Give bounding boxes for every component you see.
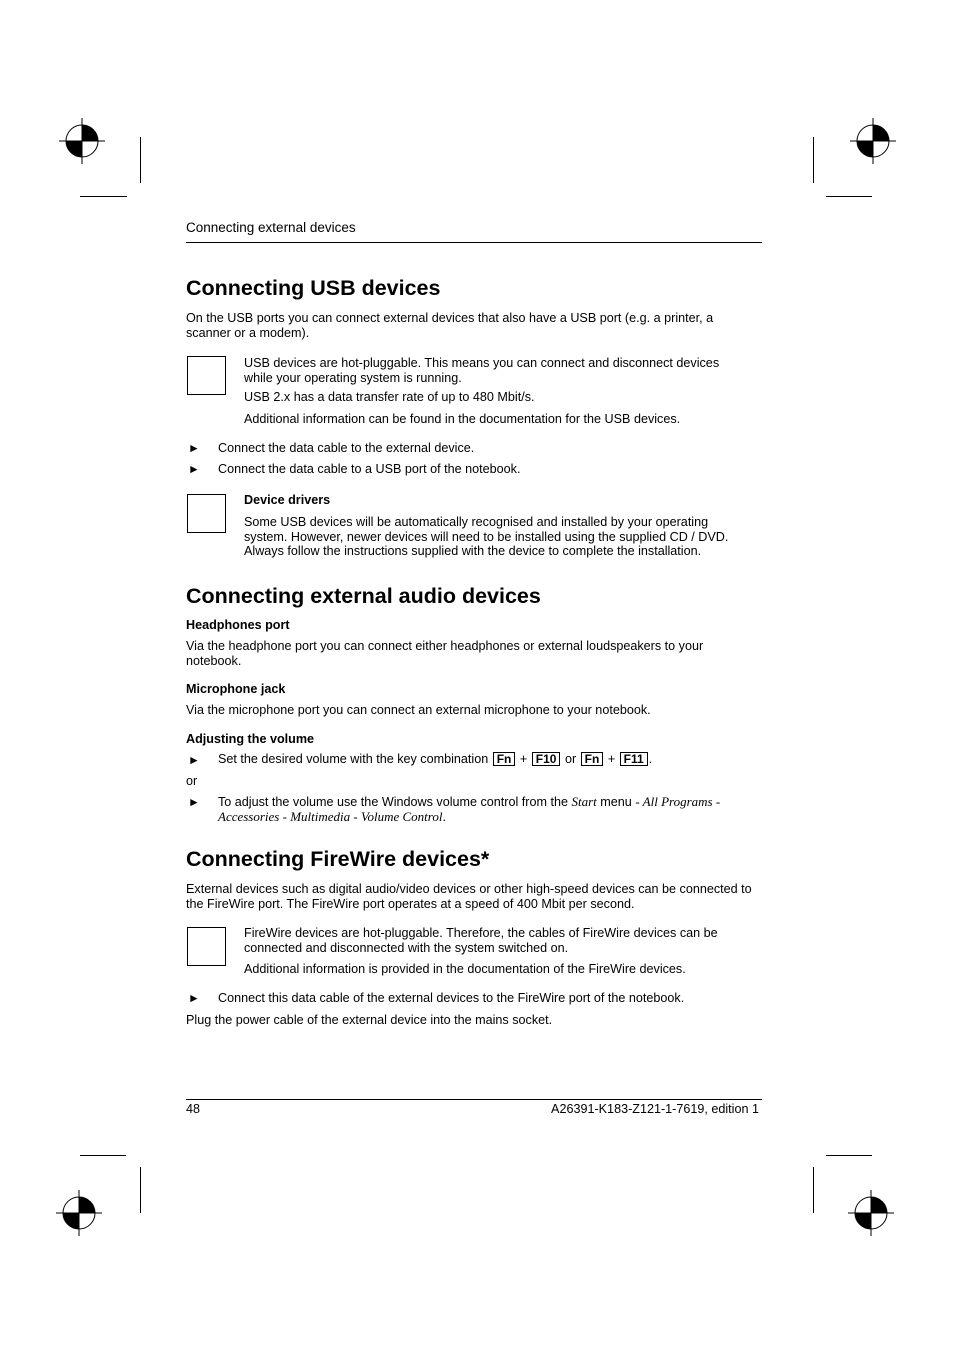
firewire-intro: External devices such as digital audio/video devices or other high-speed devices can be connected to the FireWire port. The FireWire port operates at a speed of 400 Mbit per second.	[186, 882, 752, 911]
crop-line	[813, 1167, 814, 1213]
usb-step-2: Connect the data cable to a USB port of the notebook.	[218, 462, 521, 476]
menu-word: menu	[600, 795, 632, 809]
crop-line	[80, 196, 127, 197]
bullet-arrow: ►	[188, 462, 200, 476]
bullet-arrow: ►	[188, 753, 200, 767]
usb-step-1: Connect the data cable to the external device.	[218, 441, 475, 455]
note-box	[187, 356, 226, 395]
document-id: A26391-K183-Z121-1-7619, edition 1	[551, 1102, 759, 1116]
crop-line	[140, 1167, 141, 1213]
microphone-title: Microphone jack	[186, 682, 286, 696]
microphone-text: Via the microphone port you can connect an external microphone to your notebook.	[186, 703, 651, 717]
volume-step-2	[218, 795, 748, 824]
usb-intro: On the USB ports you can connect external devices that also have a USB port (e.g. a printer, a scanner or a modem).	[186, 311, 714, 340]
headphones-text: Via the headphone port you can connect either headphones or external loudspeakers to your notebook.	[186, 639, 704, 668]
menu-path: - All Programs - Accessories - Multimedia - Volume Control	[218, 794, 721, 824]
registration-mark-top-right	[850, 118, 896, 164]
key-fn: Fn	[493, 752, 516, 766]
key-f11: F11	[620, 752, 648, 766]
start-menu-label: Start	[571, 794, 597, 809]
registration-mark-bottom-right	[848, 1190, 894, 1236]
or-word: or	[564, 752, 577, 766]
bullet-arrow: ►	[188, 441, 200, 455]
period: .	[648, 752, 653, 766]
crop-line	[826, 1155, 872, 1156]
registration-mark-top-left	[59, 118, 105, 164]
firewire-step: Connect this data cable of the external devices to the FireWire port of the notebook.	[218, 991, 685, 1005]
firewire-note-p1: FireWire devices are hot-pluggable. Therefore, the cables of FireWire devices can be connected and disconnected with the system switched on.	[244, 926, 718, 955]
volume-title: Adjusting the volume	[186, 732, 315, 746]
section-heading-usb: Connecting USB devices	[186, 276, 441, 300]
bullet-arrow: ►	[188, 991, 200, 1005]
headphones-title: Headphones port	[186, 618, 290, 632]
note-box	[187, 927, 226, 966]
volume-step-2-text: To adjust the volume use the Windows volume control from the	[218, 795, 568, 809]
crop-line	[140, 137, 141, 183]
plus-sign: +	[519, 752, 528, 766]
crop-line	[80, 1155, 126, 1156]
firewire-note-p2: Additional information is provided in the documentation of the FireWire devices.	[244, 962, 686, 976]
crop-line	[826, 196, 872, 197]
key-f10: F10	[532, 752, 561, 766]
volume-step-1-text: Set the desired volume with the key combination	[218, 752, 489, 766]
header-rule	[186, 242, 762, 243]
plus-sign: +	[607, 752, 616, 766]
volume-step-1	[218, 752, 652, 767]
usb-note-p1: USB devices are hot-pluggable. This means you can connect and disconnect devices while your operating system is running.	[244, 356, 720, 385]
page-number: 48	[186, 1102, 201, 1116]
firewire-closing: Plug the power cable of the external device into the mains socket.	[186, 1013, 553, 1027]
footer-rule	[186, 1099, 762, 1100]
section-heading-firewire: Connecting FireWire devices*	[186, 847, 490, 871]
registration-mark-bottom-left	[56, 1190, 102, 1236]
crop-line	[813, 137, 814, 183]
device-drivers-text: Some USB devices will be automatically recognised and installed by your operating system. However, newer devices will need to be installed using the supplied CD / DVD. Always follow the instructions supplied with the device to complete the installation.	[244, 515, 729, 558]
key-fn: Fn	[581, 752, 604, 766]
bullet-arrow: ►	[188, 795, 200, 809]
period: .	[442, 809, 446, 824]
usb-note-p3: Additional information can be found in the documentation for the USB devices.	[244, 412, 681, 426]
running-header: Connecting external devices	[186, 220, 356, 235]
note-box	[187, 494, 226, 533]
or-text: or	[186, 774, 198, 788]
usb-note-p2: USB 2.x has a data transfer rate of up to 480 Mbit/s.	[244, 390, 535, 404]
device-drivers-title: Device drivers	[244, 493, 331, 507]
section-heading-audio: Connecting external audio devices	[186, 584, 541, 608]
